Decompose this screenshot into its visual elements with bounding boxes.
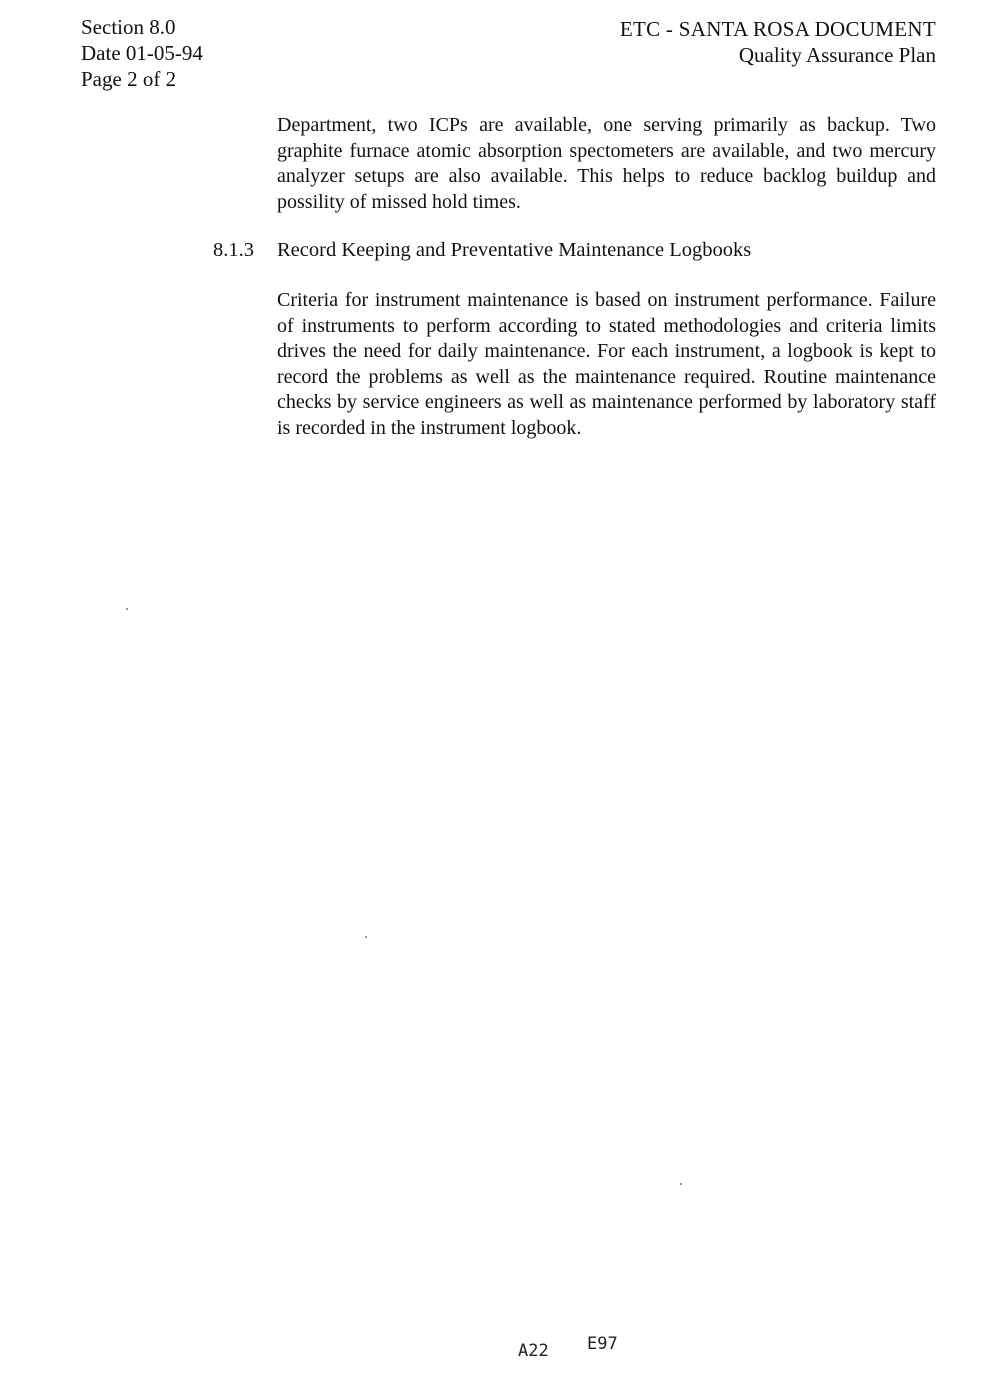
page-number: Page 2 of 2 xyxy=(81,67,177,91)
section-number: 8.1.3 xyxy=(213,239,254,261)
header-left xyxy=(81,14,203,92)
date-label: Date 01-05-94 xyxy=(81,41,203,65)
scan-speck xyxy=(365,936,367,938)
section-label: Section 8.0 xyxy=(81,15,176,39)
organization-title: ETC - SANTA ROSA DOCUMENT xyxy=(619,17,936,41)
scan-speck xyxy=(126,608,128,610)
scan-speck xyxy=(680,1183,682,1185)
footer-code-right: E97 xyxy=(587,1334,618,1354)
paragraph-continuation: Department, two ICPs are available, one serving primarily as backup. Two graphite furnace atomic absorption spectometers are available, and two mercury analyzer setups are also available. This helps to reduce backlog buildup and possility of missed hold times. xyxy=(277,114,936,213)
footer-code-left: A22 xyxy=(518,1341,549,1361)
header-right xyxy=(620,16,936,68)
section-title: Record Keeping and Preventative Maintenance Logbooks xyxy=(277,239,752,261)
paragraph-maintenance: Criteria for instrument maintenance is based on instrument performance. Failure of instruments to perform according to stated methodologies and criteria limits drives the need for daily maintenance. For each instrument, a logbook is kept to record the problems as well as the maintenance required. Routine maintenance checks by service engineers as well as maintenance performed by laboratory staff is recorded in the instrument logbook. xyxy=(277,289,936,439)
section-heading xyxy=(213,237,936,263)
document-title: Quality Assurance Plan xyxy=(738,43,936,67)
